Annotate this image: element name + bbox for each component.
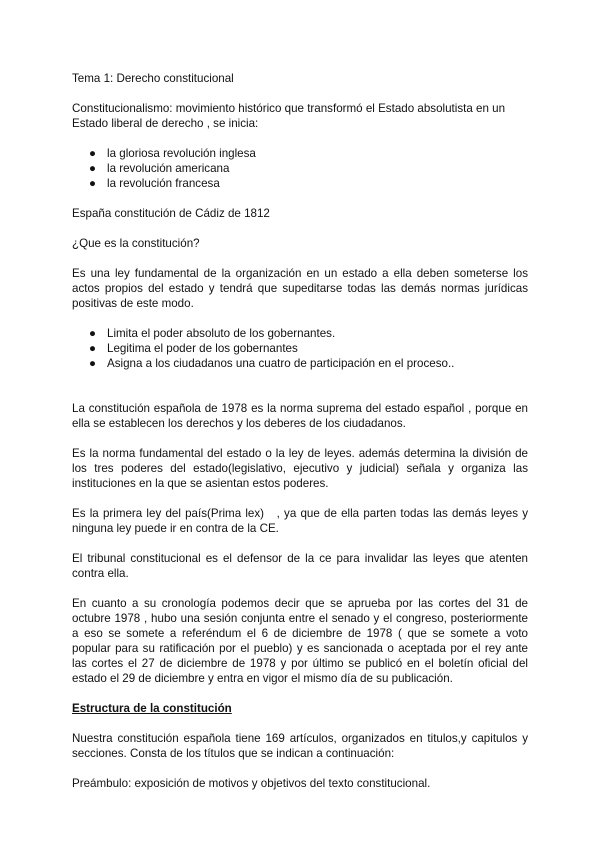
bullet-icon: ● [89, 162, 97, 175]
bullet-icon: ● [89, 147, 97, 160]
paragraph-norma-fundamental: Es la norma fundamental del estado o la ley de leyes. además determina la división de los tres poderes del estado(legislativo, ejecutivo y judicial) señala y organiza las instituciones en la que se asientan estos poderes. [72, 447, 528, 490]
list-item: ● Legitima el poder de los gobernantes [89, 342, 298, 355]
paragraph-1978: La constitución española de 1978 es la norma suprema del estado español , porque en ella se establecen los derechos y los deberes de los ciudadanos. [72, 402, 528, 430]
bullet-icon: ● [89, 327, 97, 340]
intro-paragraph: Constitucionalismo: movimiento histórico que transformó el Estado absolutista en un Estado liberal de derecho , se inicia: [72, 102, 506, 130]
document-page [72, 71, 532, 791]
question-line: ¿Que es la constitución? [72, 237, 200, 250]
list-item: ● Asigna a los ciudadanos una cuatro de participación en el proceso.. [89, 357, 455, 370]
definition-paragraph: Es una ley fundamental de la organización en un estado a ella deben someterse los actos propios del estado y tendrá que supeditarse todas las demás normas jurídicas positivas de este modo. [72, 267, 528, 310]
list-item: ● la gloriosa revolución inglesa [89, 147, 256, 160]
revolutions-list [72, 146, 528, 191]
paragraph-preambulo: Preámbulo: exposición de motivos y objetivos del texto constitucional. [72, 777, 431, 790]
bullet-icon: ● [89, 177, 97, 190]
list-item: ● Limita el poder absoluto de los gobernantes. [89, 327, 336, 340]
bullet-icon: ● [89, 357, 97, 370]
list-item: ● la revolución francesa [89, 177, 220, 190]
paragraph-primera-ley: Es la primera ley del país(Prima lex) , ya que de ella parten todas las demás leyes y ninguna ley puede ir en contra de la CE. [72, 507, 532, 535]
spain-constitution-line: España constitución de Cádiz de 1812 [72, 207, 270, 220]
bullet-icon: ● [89, 342, 97, 355]
functions-list [72, 326, 528, 371]
document-title: Tema 1: Derecho constitucional [72, 72, 234, 85]
section-heading: Estructura de la constitución [72, 702, 232, 715]
list-item: ● la revolución americana [89, 162, 230, 175]
paragraph-estructura: Nuestra constitución española tiene 169 artículos, organizados en titulos,y capitulos y secciones. Consta de los títulos que se indican a continuación: [72, 732, 528, 760]
paragraph-tribunal: El tribunal constitucional es el defensor de la ce para invalidar las leyes que atenten contra ella. [72, 552, 528, 580]
paragraph-cronologia: En cuanto a su cronología podemos decir que se aprueba por las cortes del 31 de octubre 1978 , hubo una sesión conjunta entre el senado y el congreso, posteriormente a eso se somete a referéndum el 6 de diciembre de 1978 ( que se somete a voto popular para su ratificación por el pueblo) y es sancionada o aceptada por el rey ante las cortes el 27 de diciembre de 1978 y por último se publicó en el boletín oficial del estado el 29 de diciembre y entra en vigor el mismo día de su publicación. [72, 597, 528, 685]
